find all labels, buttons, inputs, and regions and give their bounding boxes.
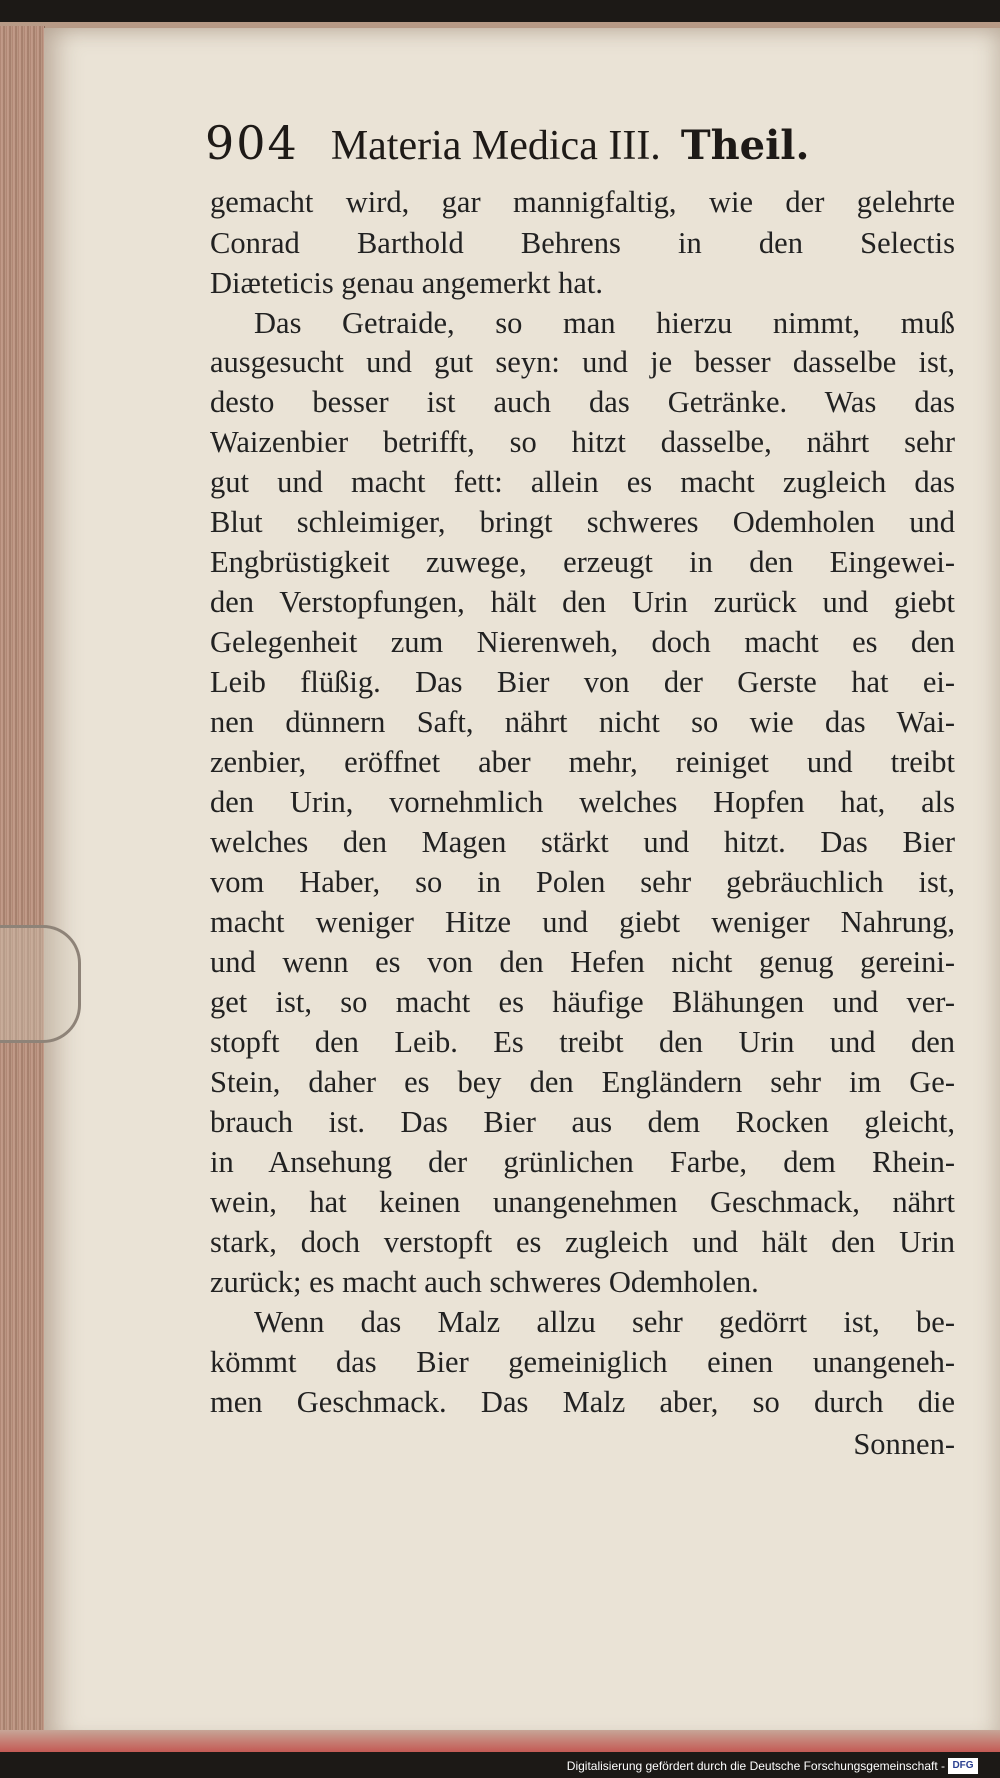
text-line: Leib flüßig. Das Bier von der Gerste hat ei- [210, 665, 955, 699]
text-line: wein, hat keinen unangenehmen Geschmack, nährt [210, 1185, 955, 1219]
text-line: Blut schleimiger, bringt schweres Odemholen und [210, 505, 955, 539]
text-line: zenbier, eröffnet aber mehr, reiniget und treibt [210, 745, 955, 779]
text-line: Das Getraide, so man hierzu nimmt, muß [254, 306, 955, 340]
text-line: vom Haber, so in Polen sehr gebräuchlich ist, [210, 865, 955, 899]
page-edges [0, 26, 45, 1748]
digitization-credit: Digitalisierung gefördert durch die Deutsche Forschungsgemeinschaft - [566, 1759, 945, 1773]
text-line: men Geschmack. Das Malz aber, so durch die [210, 1385, 955, 1419]
text-line: ausgesucht und gut seyn: und je besser dasselbe ist, [210, 345, 955, 379]
text-line: Conrad Barthold Behrens in den Selectis [210, 226, 955, 260]
running-title: Materia Medica III. [330, 123, 661, 169]
text-line: nen dünnern Saft, nährt nicht so wie das Wai- [210, 705, 955, 739]
text-line: Wenn das Malz allzu sehr gedörrt ist, be- [254, 1305, 955, 1339]
page-clip [0, 925, 81, 1043]
text-line: get ist, so macht es häufige Blähungen und ver- [210, 985, 955, 1019]
text-line: den Verstopfungen, hält den Urin zurück und giebt [210, 585, 955, 619]
running-header [205, 110, 965, 176]
text-line: kömmt das Bier gemeiniglich einen unangeneh- [210, 1345, 955, 1379]
text-line: zurück; es macht auch schweres Odemholen. [210, 1265, 759, 1299]
catchword: Sonnen- [853, 1427, 955, 1461]
running-part: Theil. [680, 122, 810, 169]
text-line: Engbrüstigkeit zuwege, erzeugt in den Eingewei- [210, 545, 955, 579]
text-line: den Urin, vornehmlich welches Hopfen hat, als [210, 785, 955, 819]
text-line: stopft den Leib. Es treibt den Urin und den [210, 1025, 955, 1059]
text-line: macht weniger Hitze und giebt weniger Nahrung, [210, 905, 955, 939]
text-line: Waizenbier betrifft, so hitzt dasselbe, nährt sehr [210, 425, 955, 459]
text-line: brauch ist. Das Bier aus dem Rocken gleicht, [210, 1105, 955, 1139]
text-line: Stein, daher es bey den Engländern sehr im Ge- [210, 1065, 955, 1099]
text-line: gut und macht fett: allein es macht zugleich das [210, 465, 955, 499]
page-bottom-edge [0, 1730, 1000, 1752]
text-line: gemacht wird, gar mannigfaltig, wie der gelehrte [210, 185, 955, 219]
dfg-logo: DFG [948, 1758, 978, 1774]
text-line: und wenn es von den Hefen nicht genug gereini- [210, 945, 955, 979]
text-line: Diæteticis genau angemerkt hat. [210, 266, 603, 300]
text-line: desto besser ist auch das Getränke. Was das [210, 385, 955, 419]
text-line: welches den Magen stärkt und hitzt. Das Bier [210, 825, 955, 859]
text-line: Gelegenheit zum Nierenweh, doch macht es den [210, 625, 955, 659]
page-number: 904 [205, 116, 299, 170]
text-line: stark, doch verstopft es zugleich und hält den Urin [210, 1225, 955, 1259]
text-line: in Ansehung der grünlichen Farbe, dem Rhein- [210, 1145, 955, 1179]
